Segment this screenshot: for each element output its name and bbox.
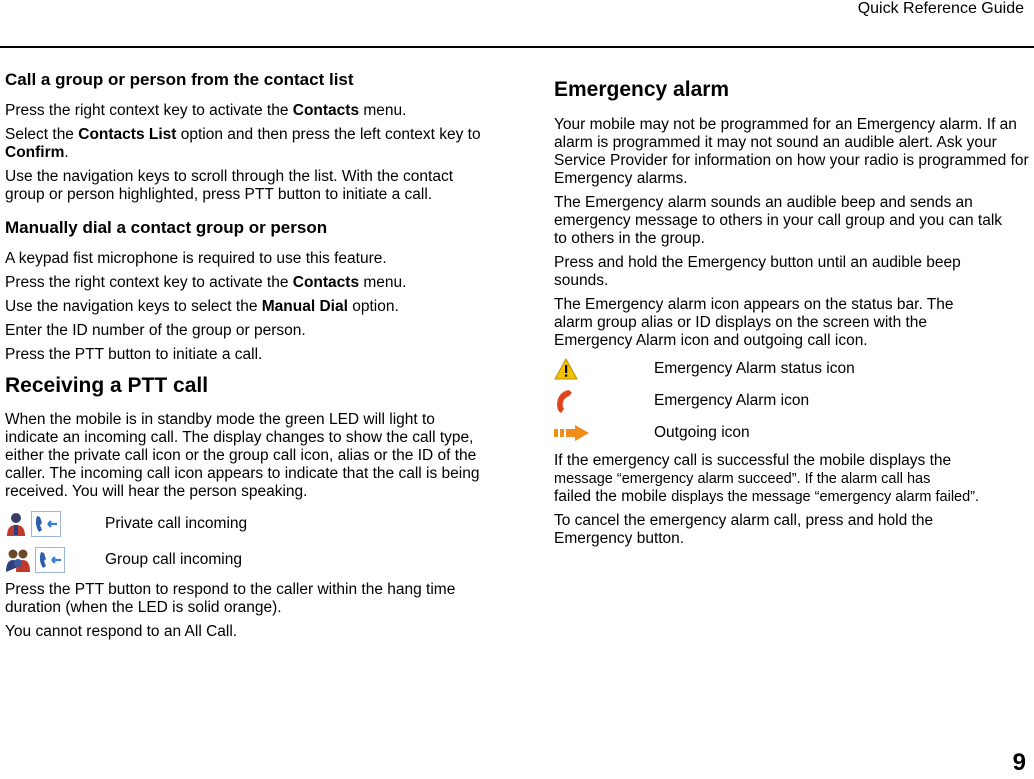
- left-column: [5, 70, 495, 647]
- incoming-call-icon: [31, 511, 61, 537]
- icon-row-label: Private call incoming: [105, 515, 248, 532]
- paragraph: Use the navigation keys to select the Manual Dial option.: [5, 298, 399, 315]
- paragraph: Press the PTT button to initiate a call.: [5, 346, 263, 363]
- group-call-icon: [5, 547, 31, 573]
- paragraph: Press the right context key to activate the Contacts menu.: [5, 102, 407, 119]
- icon-row-label: Outgoing icon: [654, 424, 750, 441]
- header-rule: [0, 46, 1034, 48]
- paragraph: Press and hold the Emergency button until an audible beep sounds.: [554, 254, 961, 289]
- private-call-row: [5, 509, 495, 539]
- phone-handset-icon: [554, 388, 576, 414]
- paragraph: Press the right context key to activate the Contacts menu.: [5, 274, 407, 291]
- paragraph: Use the navigation keys to scroll through the list. With the contact group or person highlighted, press PTT button to initiate a call.: [5, 168, 454, 203]
- incoming-call-icon: [35, 547, 65, 573]
- outgoing-arrow-icon: [554, 424, 590, 442]
- paragraph: To cancel the emergency alarm call, press and hold the Emergency button.: [554, 512, 934, 547]
- section-heading-contact-list: Call a group or person from the contact list: [5, 70, 354, 89]
- section-heading-manual-dial: Manually dial a contact group or person: [5, 218, 328, 237]
- icon-row-label: Emergency Alarm status icon: [654, 360, 855, 377]
- paragraph: Your mobile may not be programmed for an Emergency alarm. If an alarm is programmed it may not sound an audible alert. Ask your Service Provider for information on how your radio is programmed for Emergency alarms.: [554, 116, 1029, 187]
- warning-triangle-icon: [554, 358, 578, 380]
- paragraph: Enter the ID number of the group or person.: [5, 322, 306, 339]
- paragraph: You cannot respond to an All Call.: [5, 623, 238, 640]
- outgoing-row: [554, 420, 1034, 446]
- private-call-icon: [5, 511, 27, 537]
- header-title: Quick Reference Guide: [857, 0, 1024, 17]
- paragraph: The Emergency alarm icon appears on the status bar. The alarm group alias or ID displays on the screen with the Emergency Alarm icon and outgoing call icon.: [554, 296, 954, 349]
- paragraph: If the emergency call is successful the mobile displays the message “emergency alarm succeed”. If the alarm call has failed the mobile displays the message “emergency alarm failed”.: [554, 452, 980, 505]
- section-heading-emergency: Emergency alarm: [554, 78, 730, 101]
- emergency-alarm-row: [554, 388, 1034, 414]
- section-heading-receiving: Receiving a PTT call: [5, 374, 209, 397]
- group-call-row: [5, 545, 495, 575]
- icon-row-label: Emergency Alarm icon: [654, 392, 810, 409]
- page-number: 9: [1012, 749, 1026, 776]
- right-column: [554, 78, 1034, 554]
- emergency-status-row: [554, 356, 1034, 382]
- paragraph: When the mobile is in standby mode the green LED will light to indicate an incoming call. The display changes to show the call type, either the private call icon or the group call icon, alias or the ID of the caller. The incoming call icon appears to indicate that the call is being received. You will hear the person speaking.: [5, 411, 480, 500]
- paragraph: Press the PTT button to respond to the caller within the hang time duration (when the LED is solid orange).: [5, 581, 456, 616]
- paragraph: Select the Contacts List option and then press the left context key to Confirm.: [5, 126, 481, 161]
- paragraph: A keypad fist microphone is required to use this feature.: [5, 250, 387, 267]
- paragraph: The Emergency alarm sounds an audible beep and sends an emergency message to others in your call group and you can talk to others in the group.: [554, 194, 1003, 247]
- icon-row-label: Group call incoming: [105, 551, 242, 568]
